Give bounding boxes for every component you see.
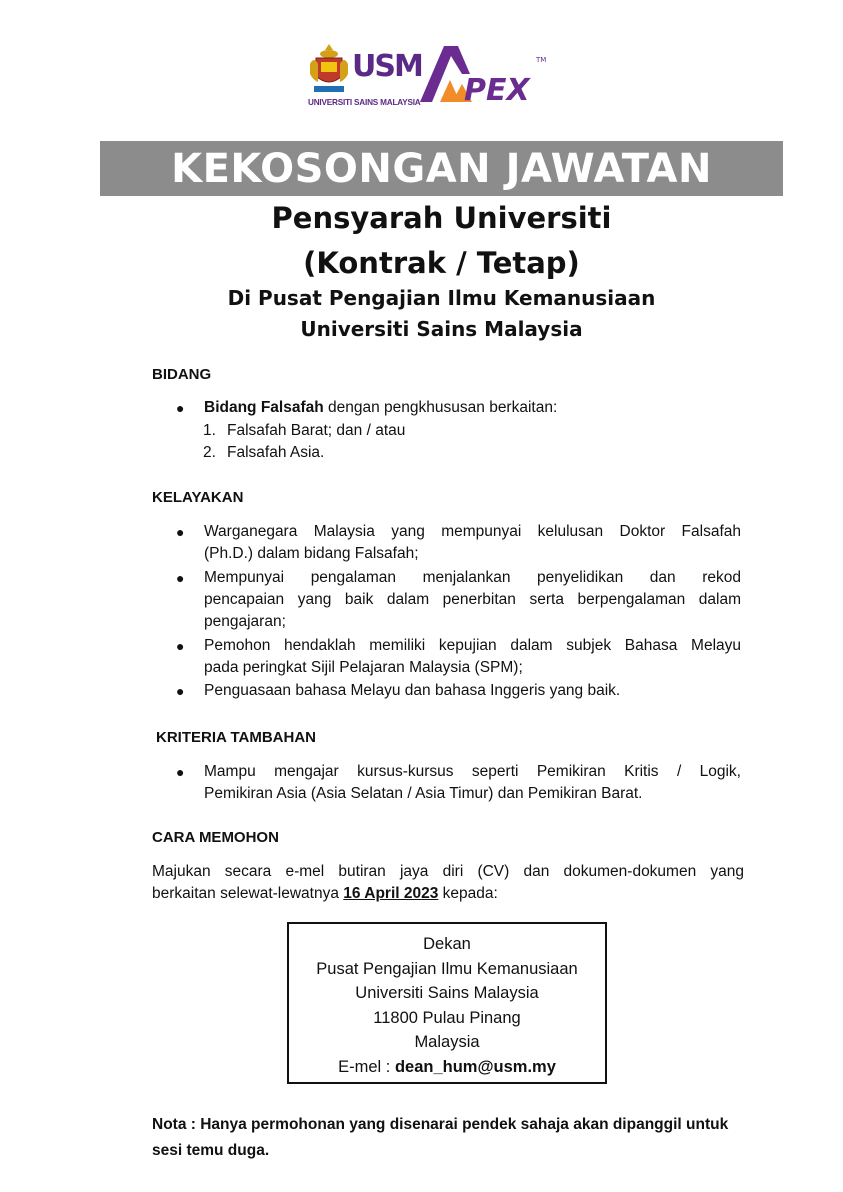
kelayakan-item-3 — [176, 635, 741, 679]
kriteria-item — [176, 761, 741, 805]
address-postcode-city: 11800 Pulau Pinang — [373, 1008, 521, 1027]
bullet-icon: ● — [176, 764, 185, 780]
apex-tm: TM — [536, 56, 547, 64]
apex-logo-icon — [418, 40, 550, 106]
item-number: 1. — [203, 422, 216, 439]
item-text: Falsafah Asia. — [227, 444, 325, 461]
item-line: Mempunyai pengalaman menjalankan penyelidikan dan rekod — [204, 569, 741, 586]
cara-paragraph — [152, 861, 744, 905]
item-line: Pemohon hendaklah memiliki kepujian dalam subjek Bahasa Melayu — [204, 637, 741, 654]
note-line: Nota : Hanya permohonan yang disenarai pendek sahaja akan dipanggil untuk — [152, 1116, 729, 1133]
job-type: (Kontrak / Tetap) — [303, 246, 580, 280]
kelayakan-item-1 — [176, 521, 741, 565]
address-country: Malaysia — [414, 1033, 480, 1051]
note — [152, 1112, 752, 1164]
bidang-item-2 — [203, 442, 324, 464]
paragraph-text: berkaitan selewat-lewatnya — [152, 885, 344, 902]
item-line: (Ph.D.) dalam bidang Falsafah; — [204, 545, 419, 562]
bidang-bullet — [176, 397, 741, 419]
address-university: Universiti Sains Malaysia — [355, 984, 539, 1002]
item-line: Mampu mengajar kursus-kursus seperti Pemikiran Kritis / Logik, — [204, 763, 741, 780]
item-line: pengajaran; — [204, 613, 286, 630]
note-line: sesi temu duga. — [152, 1142, 270, 1159]
item-line: Penguasaan bahasa Melayu dan bahasa Inggeris yang baik. — [204, 682, 621, 699]
item-line: pada peringkat Sijil Pelajaran Malaysia (SPM); — [204, 659, 523, 676]
section-kelayakan-title: KELAYAKAN — [152, 489, 244, 506]
item-line: Warganegara Malaysia yang mempunyai kelulusan Doktor Falsafah — [204, 523, 741, 540]
address-school: Pusat Pengajian Ilmu Kemanusiaan — [316, 959, 578, 978]
bullet-icon: ● — [176, 570, 185, 586]
email-label: E-mel : — [338, 1057, 395, 1076]
university-name: Universiti Sains Malaysia — [300, 317, 583, 341]
bidang-field-desc: dengan pengkhususan berkaitan: — [323, 399, 558, 416]
bidang-item-1 — [203, 420, 405, 442]
svg-text:PEX: PEX — [464, 73, 530, 106]
school-name: Di Pusat Pengajian Ilmu Kemanusiaan — [227, 286, 656, 310]
item-line: pencapaian yang baik dalam penerbitan serta berpengalaman dalam — [204, 591, 741, 608]
job-title: Pensyarah Universiti — [271, 201, 612, 235]
bullet-icon: ● — [176, 683, 185, 699]
address-box — [287, 922, 607, 1084]
usm-caption: UNIVERSITI SAINS MALAYSIA — [308, 98, 421, 107]
address-recipient: Dekan — [423, 935, 471, 953]
paragraph-line: Majukan secara e-mel butiran jaya diri (CV) dan dokumen-dokumen yang — [152, 863, 744, 880]
vacancy-banner: KEKOSONGAN JAWATAN — [100, 141, 783, 196]
usm-wordmark: USM — [352, 49, 422, 84]
item-text: Falsafah Barat; dan / atau — [227, 422, 406, 439]
item-line: Pemikiran Asia (Asia Selatan / Asia Timur) dan Pemikiran Barat. — [204, 785, 643, 802]
email-link[interactable]: dean_hum@usm.my — [394, 1057, 556, 1076]
deadline-date: 16 April 2023 — [343, 885, 439, 902]
usm-crest-icon — [308, 42, 350, 96]
section-bidang-title: BIDANG — [152, 366, 212, 383]
bullet-icon: ● — [176, 524, 185, 540]
kelayakan-item-4 — [176, 680, 741, 702]
section-kriteria-title: KRITERIA TAMBAHAN — [156, 729, 316, 746]
bullet-icon: ● — [176, 400, 185, 416]
section-cara-title: CARA MEMOHON — [152, 829, 279, 846]
paragraph-text: kepada: — [438, 885, 498, 902]
item-number: 2. — [203, 444, 216, 461]
header-logos — [308, 40, 558, 110]
bidang-field-name: Bidang Falsafah — [204, 399, 324, 416]
usm-logo — [308, 42, 422, 110]
kelayakan-item-2 — [176, 567, 741, 633]
bullet-icon: ● — [176, 638, 185, 654]
